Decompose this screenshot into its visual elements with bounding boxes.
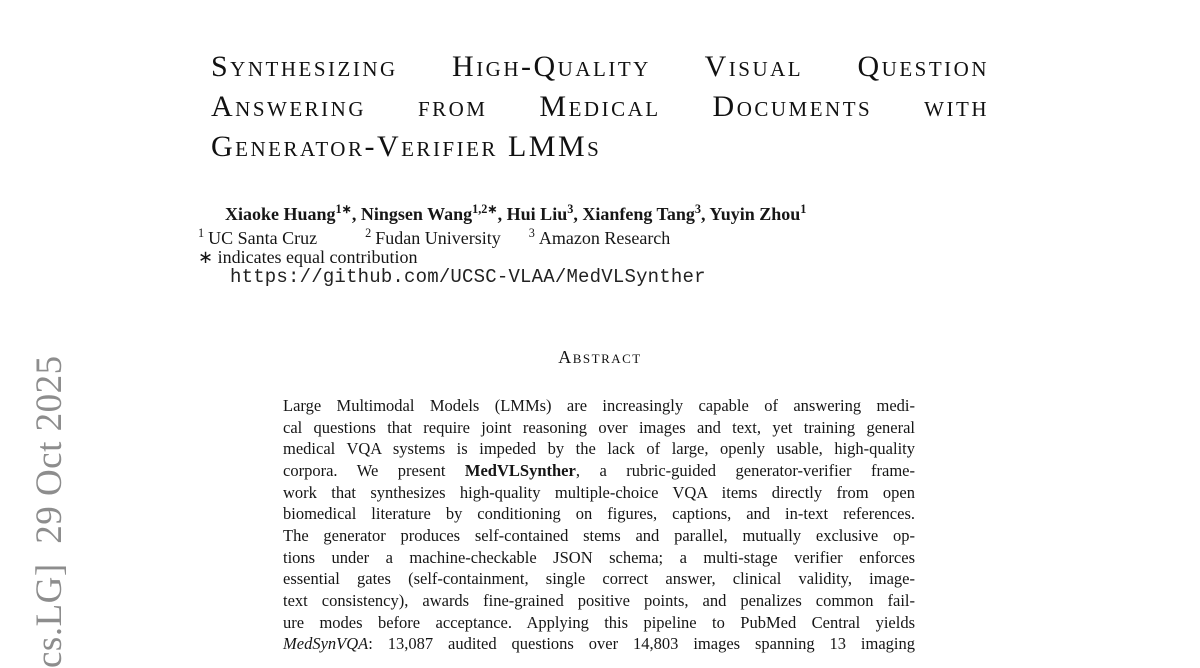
abstract-line: work that synthesizes high-quality multiple-choice VQA items directly from open: [283, 482, 915, 502]
author-name: Xiaoke Huang: [225, 204, 336, 224]
abstract-line: [283, 633, 915, 655]
abstract-line: [283, 460, 915, 482]
title-line-1: Synthesizing High-Quality Visual Question: [211, 50, 989, 83]
abstract-line: essential gates (self-containment, single correct answer, clinical validity, image-: [283, 569, 915, 589]
affiliation-list: [198, 226, 670, 249]
author-name: Yuyin Zhou: [709, 204, 801, 224]
abstract-line: ure modes before acceptance. Applying this pipeline to PubMed Central yields: [283, 612, 915, 632]
abstract-line: text consistency), awards fine-grained positive points, and penalizes common fail-: [283, 590, 915, 610]
abstract-text: corpora. We present: [283, 460, 465, 480]
author-separator: ,: [351, 204, 361, 224]
abstract-line: Large Multimodal Models (LMMs) are increasingly capable of answering medi-: [283, 396, 915, 415]
abstract-body: [283, 395, 915, 655]
affiliation-superscript: 2: [365, 226, 372, 240]
github-link[interactable]: https://github.com/UCSC-VLAA/MedVLSynther: [230, 266, 706, 288]
affiliation-name: Fudan University: [375, 228, 501, 248]
author-name: Hui Liu: [506, 204, 568, 224]
abstract-line: medical VQA systems is impeded by the lack of large, openly usable, high-quality: [283, 439, 915, 459]
abstract-heading: Abstract: [558, 347, 642, 367]
dataset-name-italic: MedSynVQA: [283, 634, 369, 654]
framework-name-bold: MedVLSynther: [464, 460, 576, 480]
abstract-line: biomedical literature by conditioning on figures, captions, and in-text references.: [283, 504, 915, 524]
author-name: Xianfeng Tang: [582, 204, 695, 224]
author-name: Ningsen Wang: [360, 204, 473, 224]
author-superscript: 3: [694, 202, 701, 216]
author-separator: ,: [497, 204, 507, 224]
abstract-line: tions under a machine-checkable JSON schema; a multi-stage verifier enforces: [283, 547, 915, 567]
affiliation: [529, 228, 671, 248]
affiliation: [198, 228, 317, 248]
author-superscript: 3: [567, 202, 574, 216]
author-separator: ,: [573, 204, 583, 224]
abstract-text: , a rubric-guided generator-verifier frame-: [575, 460, 915, 480]
affiliation: [365, 228, 501, 248]
page-title: [211, 47, 989, 167]
affiliation-superscript: 1: [198, 226, 205, 240]
arxiv-watermark: cs.LG] 29 Oct 2025: [29, 355, 70, 668]
title-line-2: Answering from Medical Documents with: [211, 90, 989, 123]
author-superscript: 1∗: [335, 202, 352, 216]
affiliation-superscript: 3: [528, 226, 535, 240]
affiliation-name: UC Santa Cruz: [208, 228, 318, 248]
abstract-line: cal questions that require joint reasoning over images and text, yet training general: [283, 417, 915, 437]
abstract-text: : 13,087 audited questions over 14,803 images spanning 13 imaging: [368, 634, 915, 654]
author-list: [225, 202, 806, 225]
author-superscript: 1,2∗: [472, 202, 498, 216]
equal-contribution-note: ∗ indicates equal contribution: [198, 247, 418, 267]
author-separator: ,: [701, 204, 710, 224]
author-superscript: 1: [800, 202, 807, 216]
title-line-3: Generator-Verifier LMMs: [211, 130, 602, 163]
abstract-line: The generator produces self-contained stems and parallel, mutually exclusive op-: [283, 525, 915, 545]
affiliation-name: Amazon Research: [538, 228, 671, 248]
